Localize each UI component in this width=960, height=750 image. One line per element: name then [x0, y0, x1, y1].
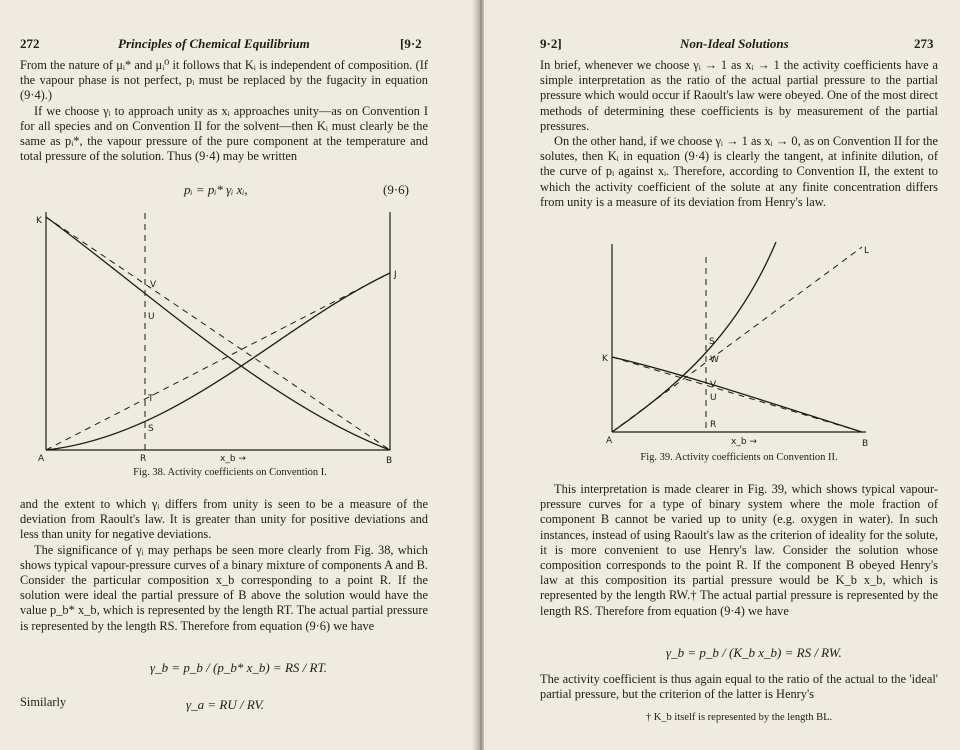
figure-39	[596, 237, 886, 452]
similarly-text: Similarly	[20, 695, 67, 709]
label-B: B	[862, 439, 869, 449]
label-K: K	[602, 354, 608, 364]
label-W: W	[710, 355, 719, 365]
figure-38	[20, 205, 410, 467]
label-T: T	[148, 394, 154, 404]
figure-caption: Fig. 39. Activity coefficients on Convention II.	[640, 452, 838, 463]
label-A: A	[606, 436, 613, 446]
label-S: S	[709, 337, 715, 347]
label-J: J	[394, 270, 397, 280]
label-R: R	[710, 420, 717, 430]
text-block-top	[540, 58, 938, 210]
label-K: K	[36, 216, 42, 226]
raoult-line-a	[46, 217, 390, 450]
raoult-line-b	[46, 273, 390, 450]
section-ref: 9·2]	[540, 36, 562, 51]
label-A: A	[38, 454, 45, 464]
equation: γ_b = p_b / (p_b* x_b) = RS / RT.	[150, 660, 327, 675]
paragraph: If we choose γᵢ to approach unity as xᵢ approaches unity—as on Convention I for all species and on Convention II for the solvent—then Kᵢ must clearly be the same as pᵢ*, the vapour pressure of the pure component at the temperature and total pressure of the solution. Thus (9·4) may be written	[20, 103, 428, 164]
text-block-bottom	[20, 497, 428, 634]
page-number: 272	[20, 36, 40, 51]
equation: pᵢ = pᵢ* γᵢ xᵢ,	[184, 182, 248, 197]
text-block-bottom	[540, 482, 938, 619]
label-V: V	[150, 280, 157, 290]
left-page	[0, 0, 478, 750]
label-L: L	[864, 246, 870, 256]
label-R: R	[140, 454, 147, 464]
page-number: 273	[914, 36, 934, 51]
running-title: Non-Ideal Solutions	[680, 36, 789, 51]
paragraph: The activity coefficient is thus again equal to the ratio of the actual to the 'ideal' partial pressure, but the criterion of the latter is Henry's	[540, 672, 938, 702]
label-U: U	[710, 393, 717, 403]
paragraph: The significance of γᵢ may perhaps be seen more clearly from Fig. 38, which shows typical vapour-pressure curves of a binary mixture of components A and B. Consider the particular composition x_b corresponding to a point R. If the solution were ideal the partial pressure of B above the solution would have the value p_b* x_b, which is represented by the length RT. The actual partial pressure is represented by the length RS. Therefore from equation (9·6) we have	[20, 542, 428, 633]
running-title: Principles of Chemical Equilibrium	[118, 36, 310, 51]
equation: γ_b = p_b / (K_b x_b) = RS / RW.	[666, 645, 842, 660]
footnote: † K_b itself is represented by the length BL.	[645, 712, 833, 723]
label-xb: x_b →	[220, 454, 246, 464]
text-block-top	[20, 58, 428, 164]
figure-caption: Fig. 38. Activity coefficients on Convention I.	[133, 467, 327, 478]
label-xb: x_b →	[731, 437, 757, 447]
label-U: U	[148, 312, 155, 322]
paragraph: On the other hand, if we choose γᵢ → 1 as xᵢ → 0, as on Convention II for the solutes, then Kᵢ in equation (9·4) is clearly the tangent, at infinite dilution, of the curve of pᵢ against xᵢ. Therefore, according to Convention II, the extent to which the activity coefficient of the solute at any finite concentration differs from unity is a measure of its deviation from Henry's law.	[540, 134, 938, 209]
section-ref: [9·2	[400, 36, 422, 51]
equation-label: (9·6)	[383, 182, 409, 197]
label-B: B	[386, 456, 393, 466]
paragraph: This interpretation is made clearer in Fig. 39, which shows typical vapour-pressure curves for a type of binary system where the mole fraction of component B cannot be varied up to unity (e.g. oxygen in water). In such instances, instead of using Raoult's law as the criterion of ideality for the solute, it is more convenient to use Henry's law. Consider the solution whose composition corresponds to the point R. If the component B obeyed Henry's law at this composition its partial pressure would be K_b x_b, which is represented by the length RW.† The actual partial pressure is represented by the length RS. Therefore from equation (9·4) we have	[540, 482, 938, 618]
label-V: V	[710, 380, 717, 390]
paragraph: In brief, whenever we choose γᵢ → 1 as xᵢ → 1 the activity coefficients have a simple interpretation as the ratio of the actual partial pressure to the partial pressure which would occur if Raoult's law were obeyed. One of the most direct methods of determining these coefficients is by measurement of the partial pressures.	[540, 58, 938, 133]
label-S: S	[148, 424, 154, 434]
curve-b	[612, 242, 776, 432]
equation: γ_a = RU / RV.	[186, 697, 265, 712]
right-page	[484, 0, 960, 750]
paragraph: From the nature of μᵢ* and μᵢ⁰ it follows that Kᵢ is independent of composition. (If the vapour phase is not perfect, pᵢ must be replaced by the fugacity in equation (9·4).)	[20, 58, 428, 103]
paragraph: and the extent to which γᵢ differs from unity is seen to be a measure of the deviation from Raoult's law. It is greater than unity for positive deviations and less than unity for negative deviations.	[20, 497, 428, 542]
raoult-line-a	[612, 357, 862, 432]
